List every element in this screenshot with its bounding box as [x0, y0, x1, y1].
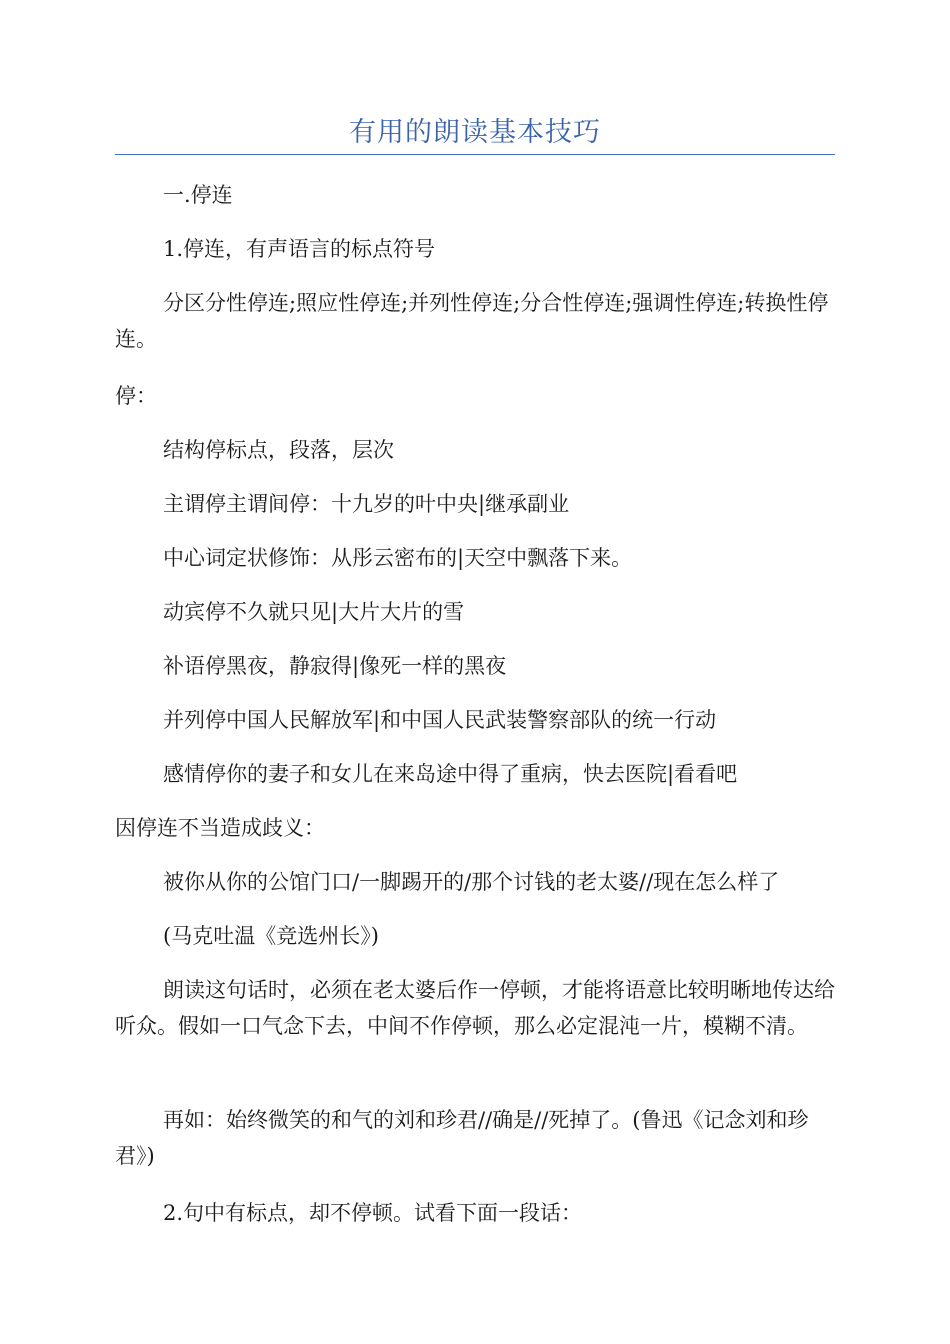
paragraph-subject-predicate-pause: 主谓停主谓间停：十九岁的叶中央|继承副业: [163, 492, 570, 516]
paragraph-modifier-pause: 中心词定状修饰：从彤云密布的|天空中飘落下来。: [163, 546, 633, 570]
subsection-heading-pause-intro: 1.停连，有声语言的标点符号: [163, 237, 436, 261]
subsection-heading-no-pause: 2.句中有标点，却不停顿。试看下面一段话：: [163, 1201, 583, 1225]
paragraph-second-example: 再如：始终微笑的和气的刘和珍君//确是//死掉了。(鲁迅《记念刘和珍君》): [115, 1108, 809, 1168]
paragraph-parallel-pause: 并列停中国人民解放军|和中国人民武装警察部队的统一行动: [163, 708, 717, 732]
paragraph-verb-object-pause: 动宾停不久就只见|大片大片的雪: [163, 600, 465, 624]
paragraph-pause-label: 停：: [115, 384, 157, 408]
paragraph-example-source: (马克吐温《竞选州长》): [163, 924, 379, 948]
paragraph-ambiguity-label: 因停连不当造成歧义：: [115, 816, 325, 840]
paragraph-structure-pause: 结构停标点，段落，层次: [163, 438, 394, 462]
paragraph-explanation: 朗读这句话时，必须在老太婆后作一停顿，才能将语意比较明晰地传达给听众。假如一口气念下去，中间不作停顿，那么必定混沌一片，模糊不清。: [115, 978, 835, 1038]
section-heading-pause: 一.停连: [163, 183, 233, 207]
paragraph-complement-pause: 补语停黑夜，静寂得|像死一样的黑夜: [163, 654, 507, 678]
paragraph-pause-types: 分区分性停连;照应性停连;并列性停连;分合性停连;强调性停连;转换性停连。: [115, 291, 829, 351]
document-title: 有用的朗读基本技巧: [349, 117, 601, 148]
paragraph-example-sentence: 被你从你的公馆门口/一脚踢开的/那个讨钱的老太婆//现在怎么样了: [163, 870, 780, 894]
paragraph-emotion-pause: 感情停你的妻子和女儿在来岛途中得了重病，快去医院|看看吧: [163, 762, 738, 786]
title-underline: [115, 154, 835, 155]
